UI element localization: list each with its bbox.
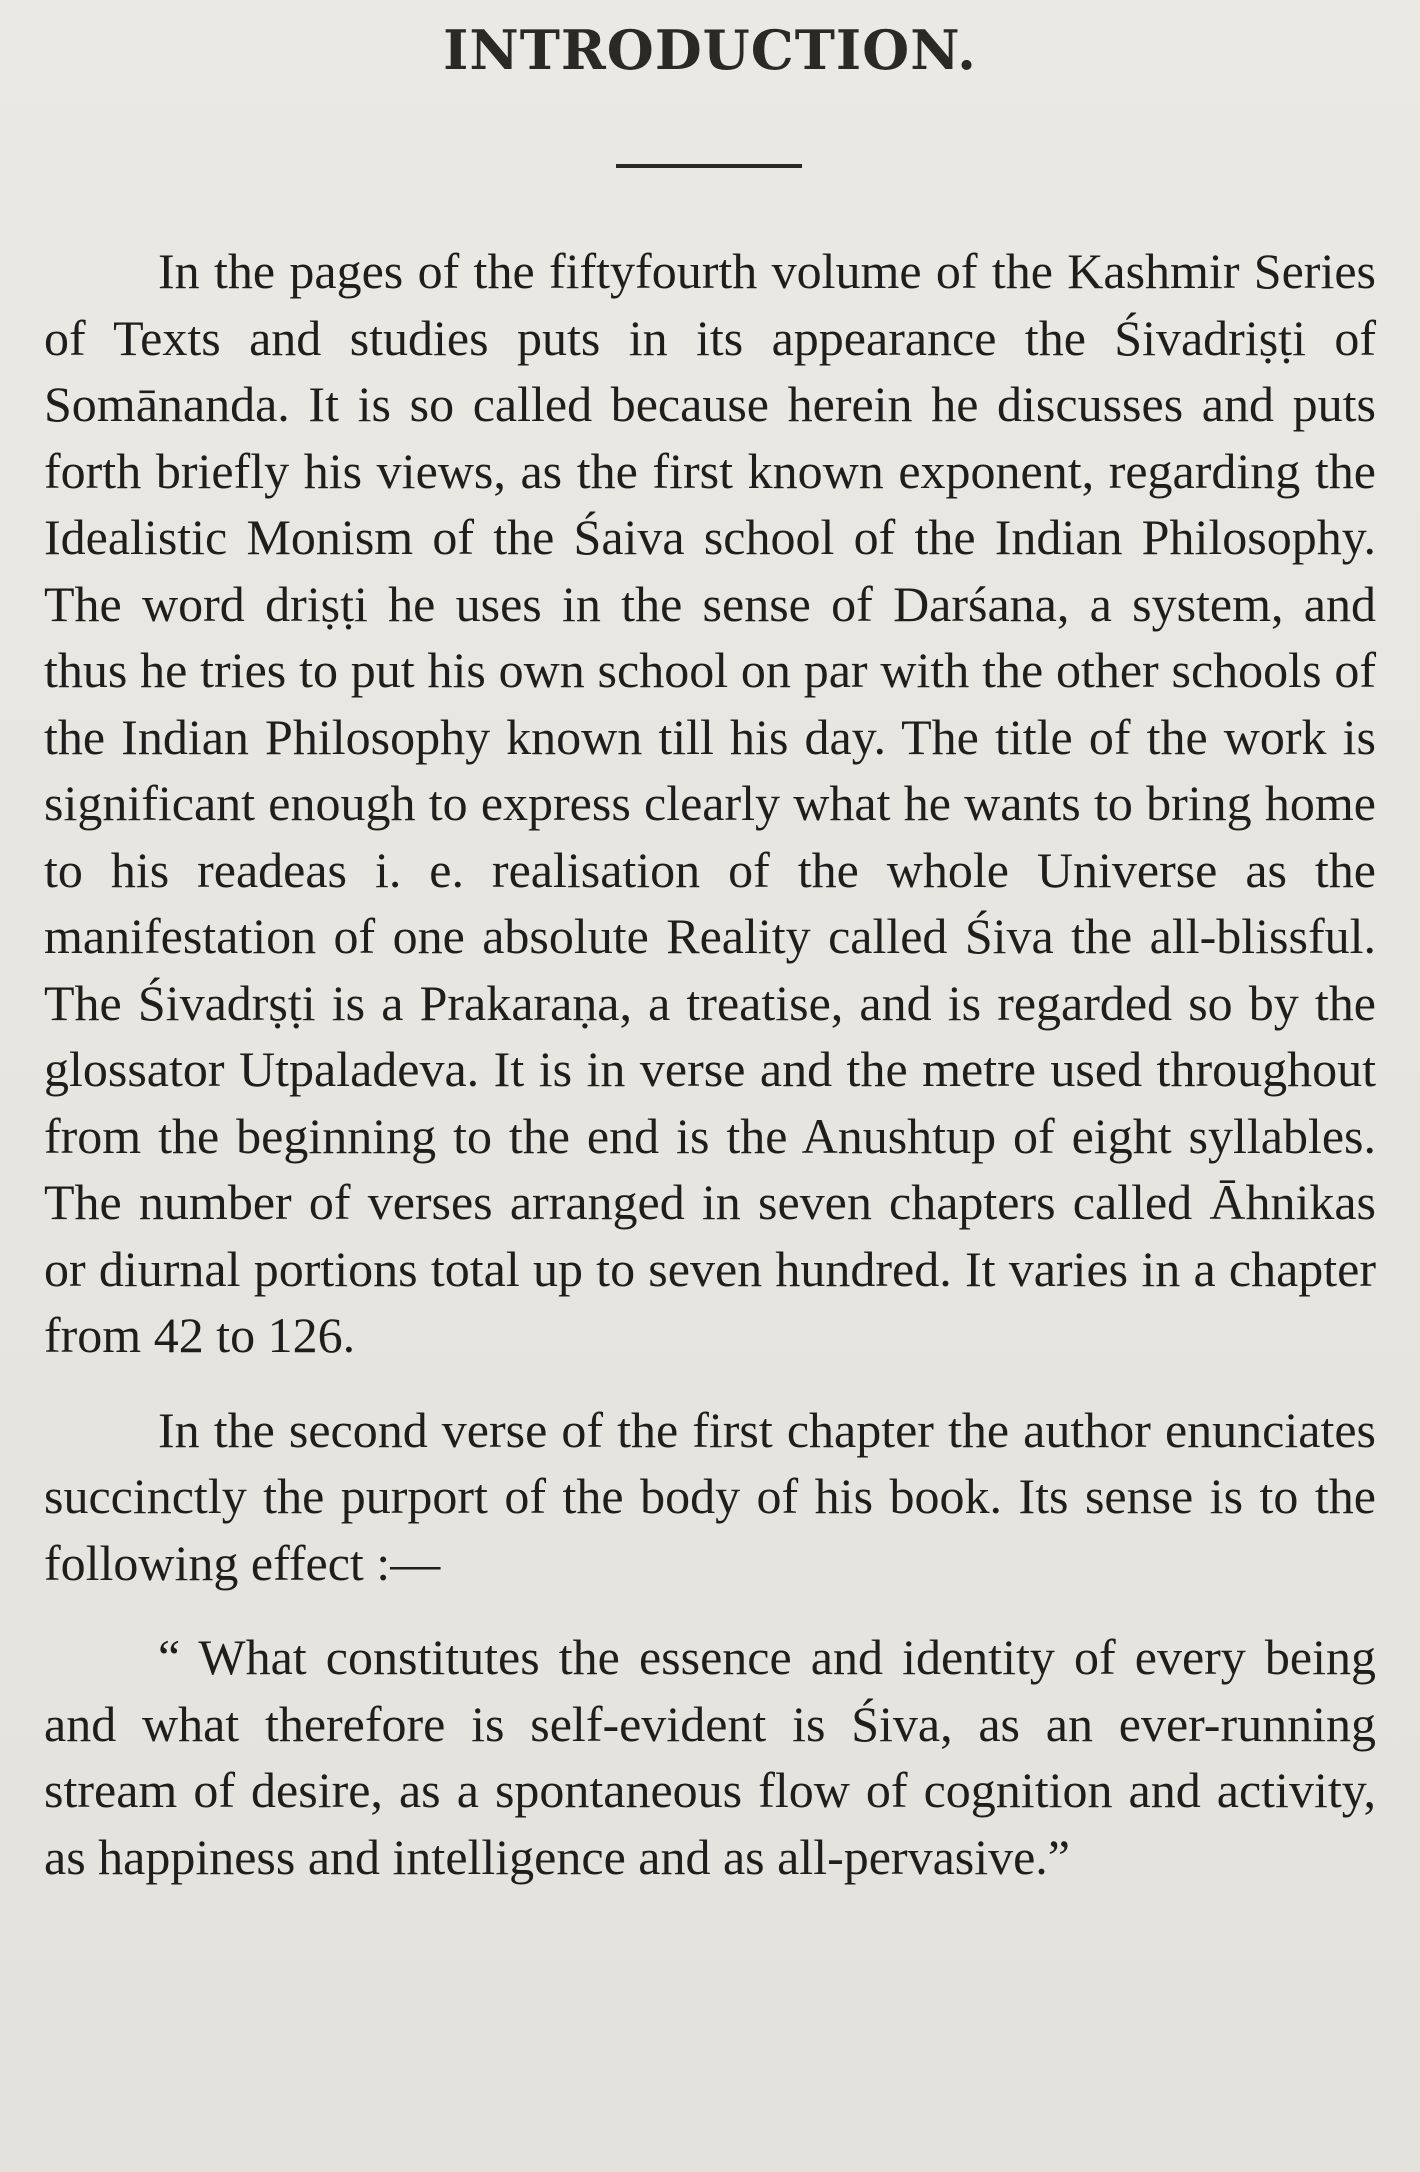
paragraph-2: In the second verse of the first chapter the author enunciates succinctly the purport of the body of his book. Its sense is to the following effect :— — [44, 1401, 1376, 1591]
title-divider — [616, 164, 802, 168]
introduction-text — [44, 238, 1376, 1890]
paragraph-1: In the pages of the fiftyfourth volume of the Kashmir Series of Texts and studies puts in its appearance the Śivadriṣṭi of Somānanda. It is so called because herein he discusses and puts forth briefly his views, as the first known exponent, regarding the Idealistic Monism of the Śaiva school of the Indian Philosophy. The word driṣṭi he uses in the sense of Darśana, a system, and thus he tries to put his own school on par with the other schools of the Indian Philosophy known till his day. The title of the work is significant enough to express clearly what he wants to bring home to his readeas i. e. realisation of the whole Universe as the manifestation of one absolute Reality called Śiva the all-blissful. The Śivadrṣṭi is a Prakaraṇa, a treatise, and is regarded so by the glossator Utpaladeva. It is in verse and the metre used throughout from the beginning to the end is the Anushtup of eight syllables. The number of verses arranged in seven chapters called Āhnikas or diurnal portions total up to seven hundred. It varies in a chapter from 42 to 126. — [44, 243, 1376, 1363]
quoted-verse: “ What constitutes the essence and identity of every being and what therefore is self-evident is Śiva, as an ever-running stream of desire, as a spontaneous flow of cognition and activity, as happiness and intelligence and as all-pervasive.” — [44, 1629, 1376, 1885]
page-title: INTRODUCTION. — [443, 18, 977, 82]
